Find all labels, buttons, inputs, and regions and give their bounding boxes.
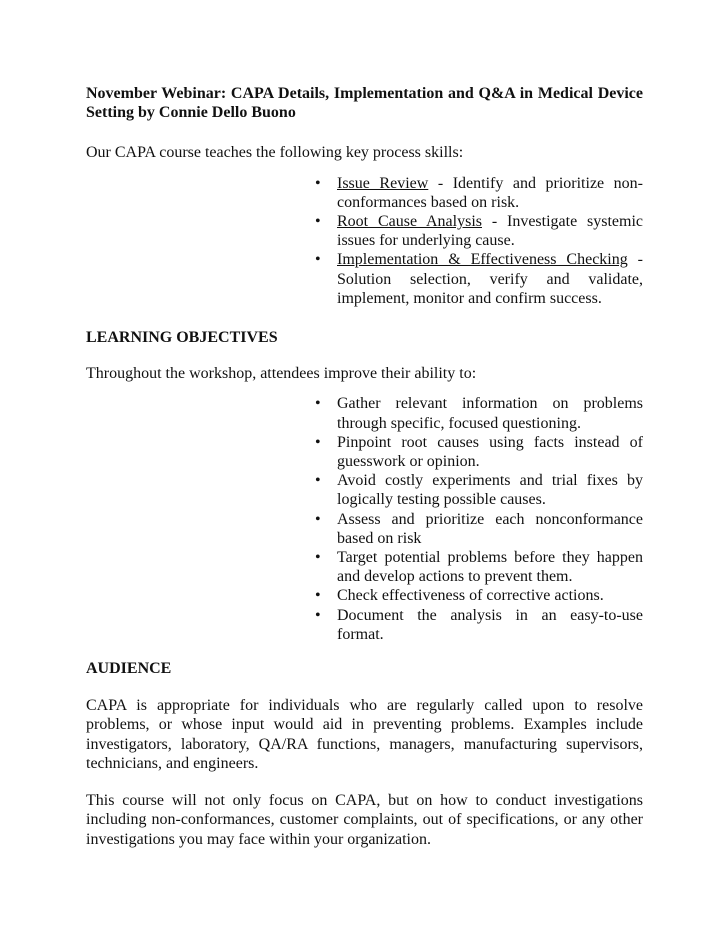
skills-intro: Our CAPA course teaches the following key process skills: bbox=[86, 144, 464, 162]
list-item bbox=[315, 250, 643, 308]
objective-text: Document the analysis in an easy-to-use format. bbox=[337, 606, 643, 643]
skill-name: Issue Review bbox=[337, 174, 429, 192]
skill-description: - Investigate systemic issues for underlying cause. bbox=[337, 213, 643, 250]
skill-name: Implementation & Effectiveness Checking bbox=[337, 251, 628, 269]
list-item bbox=[315, 212, 643, 250]
audience-paragraph-2: This course will not only focus on CAPA, but on how to conduct investigations including non-conformances, customer complaints, out of specifications, or any other investigations you may face within your organization. bbox=[86, 792, 643, 848]
list-item bbox=[315, 606, 643, 644]
list-item bbox=[315, 548, 643, 586]
bullet-icon: • bbox=[315, 213, 321, 231]
bullet-icon: • bbox=[315, 472, 321, 490]
audience-heading: AUDIENCE bbox=[86, 660, 172, 678]
bullet-icon: • bbox=[315, 510, 321, 528]
list-item bbox=[315, 586, 643, 605]
list-item bbox=[315, 471, 643, 509]
bullet-icon: • bbox=[315, 433, 321, 451]
learning-objectives-heading: LEARNING OBJECTIVES bbox=[86, 329, 278, 347]
skill-description: - Solution selection, verify and validate, implement, monitor and confirm success. bbox=[337, 251, 644, 307]
objective-text: Gather relevant information on problems through specific, focused questioning. bbox=[337, 395, 643, 432]
skills-list bbox=[86, 174, 643, 308]
bullet-icon: • bbox=[315, 549, 321, 567]
bullet-icon: • bbox=[315, 606, 321, 624]
bullet-icon: • bbox=[315, 395, 321, 413]
audience-paragraph-1: CAPA is appropriate for individuals who are regularly called upon to resolve problems, or whose input would aid in preventing problems. Examples include investigators, laboratory, QA/RA functions, managers, manufacturing supervisors, technicians, and engineers. bbox=[86, 697, 643, 772]
objectives-intro: Throughout the workshop, attendees improve their ability to: bbox=[86, 365, 477, 383]
bullet-icon: • bbox=[315, 251, 321, 269]
list-item bbox=[315, 433, 643, 471]
objective-text: Assess and prioritize each nonconformance based on risk bbox=[337, 510, 643, 547]
objective-text: Avoid costly experiments and trial fixes by logically testing possible causes. bbox=[337, 472, 643, 509]
document-title: November Webinar: CAPA Details, Implementation and Q&A in Medical Device Setting by Connie Dello Buono bbox=[86, 85, 643, 122]
skill-name: Root Cause Analysis bbox=[337, 213, 482, 231]
skill-description: - Identify and prioritize non-conformances based on risk. bbox=[337, 174, 643, 211]
list-item bbox=[315, 394, 643, 432]
objective-text: Target potential problems before they happen and develop actions to prevent them. bbox=[337, 549, 643, 586]
bullet-icon: • bbox=[315, 587, 321, 605]
objective-text: Pinpoint root causes using facts instead of guesswork or opinion. bbox=[337, 433, 643, 471]
objective-text: Check effectiveness of corrective actions. bbox=[337, 587, 604, 605]
list-item bbox=[315, 510, 643, 548]
bullet-icon: • bbox=[315, 174, 321, 192]
objectives-list bbox=[86, 394, 643, 644]
list-item bbox=[315, 174, 643, 212]
